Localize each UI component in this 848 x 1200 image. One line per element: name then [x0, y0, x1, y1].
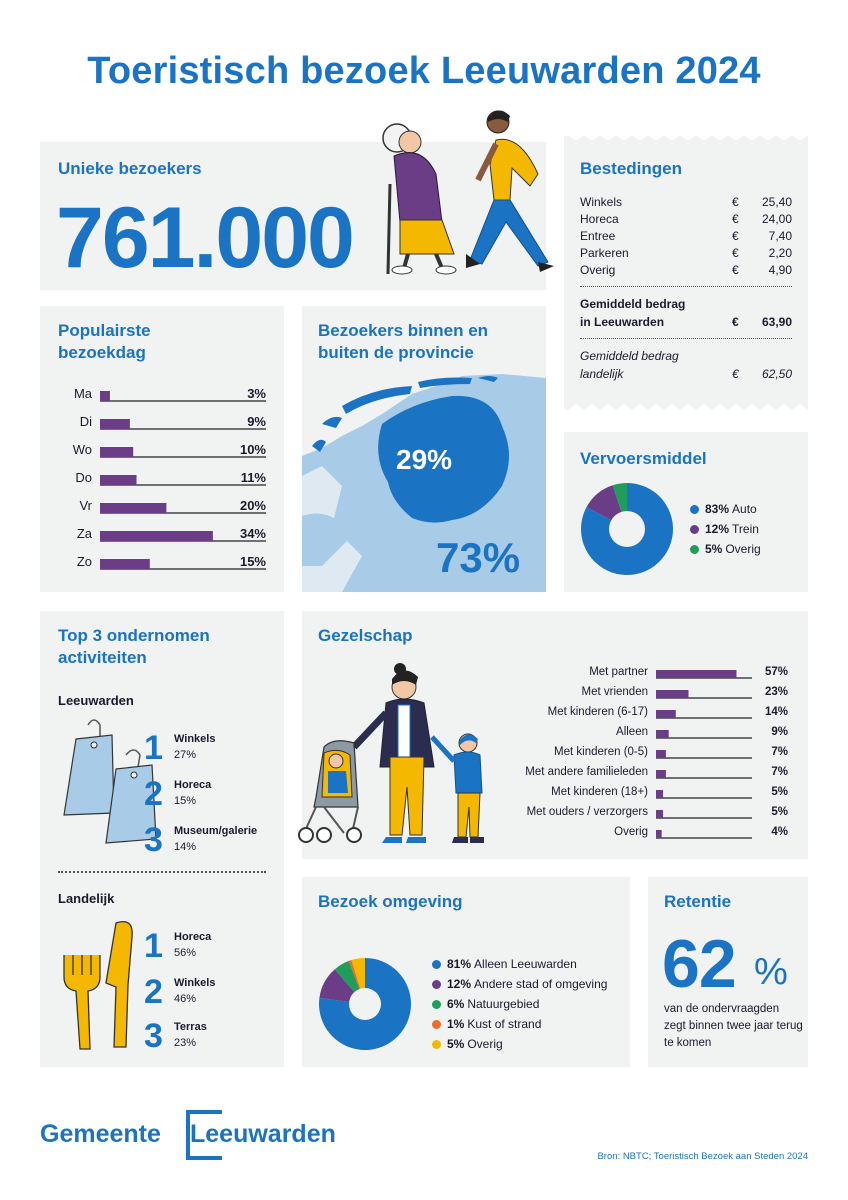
- page-title: Toeristisch bezoek Leeuwarden 2024: [87, 50, 761, 92]
- logo-text-1: Gemeente: [40, 1120, 168, 1148]
- spending-value: 4,90: [768, 263, 792, 277]
- bar-value-label: 57%: [764, 666, 788, 678]
- average-local-label-2: in Leeuwarden: [580, 315, 665, 329]
- spending-value: 25,40: [761, 195, 792, 209]
- legend-value: 1%: [447, 1017, 465, 1031]
- family-stroller-illustration: [294, 657, 484, 853]
- average-national-row: [580, 349, 792, 363]
- company-chart: [498, 661, 802, 847]
- rank-number: 3: [144, 1017, 163, 1055]
- province-outside-label: 73%: [436, 534, 521, 581]
- spending-row: [580, 263, 792, 277]
- bar-value-label: 15%: [239, 554, 266, 569]
- bar: [656, 690, 688, 698]
- bar-value-label: 23%: [764, 686, 788, 698]
- bar-category-label: Overig: [614, 826, 648, 838]
- national-heading: Landelijk: [58, 891, 115, 906]
- bar-value-label: 10%: [239, 442, 266, 457]
- legend-label: Andere stad of omgeving: [474, 977, 608, 991]
- top3-panel: [40, 611, 284, 1067]
- legend-item: [690, 542, 761, 556]
- legend-dot: [432, 960, 441, 969]
- bar-category-label: Met kinderen (6-17): [547, 706, 648, 718]
- currency-sign: €: [732, 229, 739, 243]
- legend-dot: [690, 505, 699, 514]
- spending-title: Bestedingen: [580, 159, 683, 178]
- bar-category-label: Met ouders / verzorgers: [526, 806, 648, 818]
- bar: [656, 750, 666, 758]
- average-national-label-2: landelijk: [580, 367, 624, 381]
- legend-item: [432, 977, 607, 991]
- province-title-line-1: Bezoekers binnen en: [318, 321, 489, 340]
- bar-category-label: Met vrienden: [581, 686, 648, 698]
- legend-value: 12%: [705, 522, 730, 536]
- currency-sign: €: [732, 246, 739, 260]
- spending-row: [580, 246, 792, 260]
- bar-value-label: 9%: [771, 726, 788, 738]
- walking-people-illustration: [370, 104, 560, 279]
- top3-title: [58, 625, 210, 669]
- legend-label: Overig: [725, 542, 761, 556]
- company-title: Gezelschap: [318, 626, 413, 645]
- rank-pct: 56%: [174, 947, 197, 959]
- bar: [656, 670, 736, 678]
- bar-category-label: Met partner: [589, 666, 648, 678]
- bar-value-label: 20%: [239, 498, 266, 513]
- province-inside-label: 29%: [396, 444, 453, 475]
- top3-title-line-2: activiteiten: [58, 648, 147, 667]
- rank-label: Winkels: [174, 733, 216, 745]
- legend-dot: [690, 525, 699, 534]
- spending-value: 2,20: [768, 246, 792, 260]
- legend-dot: [432, 1020, 441, 1029]
- rank-label: Horeca: [174, 931, 212, 943]
- legend-item: [690, 502, 757, 516]
- bar-category-label: Ma: [73, 386, 92, 401]
- province-panel: [302, 306, 546, 592]
- bar: [656, 790, 663, 798]
- spending-value: 7,40: [768, 229, 792, 243]
- legend-item: [432, 1037, 503, 1051]
- bar: [656, 770, 666, 778]
- average-national-label: Gemiddeld bedrag: [580, 349, 679, 363]
- bar-category-label: Met kinderen (18+): [551, 786, 648, 798]
- spending-row: [580, 195, 792, 209]
- bar-value-label: 4%: [771, 826, 788, 838]
- surroundings-donut-chart: [318, 957, 412, 1051]
- rank-label: Horeca: [174, 779, 212, 791]
- legend-label: Auto: [732, 502, 757, 516]
- spending-label: Winkels: [580, 195, 623, 209]
- popular-day-chart: [40, 384, 284, 584]
- legend-label: Overig: [467, 1037, 503, 1051]
- currency-sign: €: [732, 367, 739, 381]
- legend-value: 83%: [705, 502, 730, 516]
- bar-category-label: Za: [76, 526, 92, 541]
- retention-percent-sign: %: [754, 951, 788, 993]
- bar: [656, 830, 662, 838]
- average-local-value: 63,90: [761, 315, 792, 329]
- transport-title: Vervoersmiddel: [580, 449, 707, 468]
- company-panel: [302, 611, 808, 859]
- bar: [100, 503, 166, 513]
- legend-item: [432, 1017, 541, 1031]
- bar-value-label: 14%: [764, 706, 788, 718]
- receipt-divider: [580, 338, 792, 339]
- popular-day-panel: [40, 306, 284, 592]
- legend-item: [432, 997, 539, 1011]
- leeuwarden-heading: Leeuwarden: [58, 693, 134, 708]
- receipt-divider: [580, 286, 792, 287]
- fork-knife-icon: [56, 917, 156, 1051]
- bar-value-label: 3%: [247, 386, 266, 401]
- currency-sign: €: [732, 212, 739, 226]
- spending-label: Overig: [580, 263, 616, 277]
- average-national-row: [580, 367, 792, 381]
- bar-category-label: Zo: [76, 554, 92, 569]
- bar: [100, 531, 213, 541]
- bar: [100, 475, 137, 485]
- legend-label: Natuurgebied: [467, 997, 540, 1011]
- retention-title: Retentie: [664, 892, 732, 911]
- retention-number: 62: [662, 926, 736, 1002]
- bar-category-label: Do: [75, 470, 92, 485]
- bar-category-label: Met andere familieleden: [525, 766, 648, 778]
- donut-hole: [349, 988, 381, 1020]
- surroundings-panel: [302, 877, 630, 1067]
- rank-number: 3: [144, 821, 163, 859]
- spending-value: 24,00: [761, 212, 792, 226]
- average-local-row: [580, 315, 792, 329]
- bar-value-label: 7%: [771, 746, 788, 758]
- rank-pct: 27%: [174, 749, 197, 761]
- bar-value-label: 5%: [771, 786, 788, 798]
- legend-dot: [432, 1000, 441, 1009]
- receipt-bottom-edge: [564, 404, 808, 416]
- bar: [656, 810, 663, 818]
- bar: [100, 391, 110, 401]
- rank-pct: 15%: [174, 795, 197, 807]
- currency-sign: €: [732, 315, 739, 329]
- legend-value: 81%: [447, 957, 472, 971]
- legend-item: [432, 957, 577, 971]
- average-national-value: 62,50: [761, 367, 792, 381]
- unique-visitors-number: 761.000: [56, 190, 353, 286]
- rank-label: Museum/galerie: [174, 825, 258, 837]
- unique-visitors-title: Unieke bezoekers: [58, 159, 202, 178]
- retention-panel: [648, 877, 808, 1067]
- average-local-label: Gemiddeld bedrag: [580, 297, 686, 311]
- popular-day-title: [58, 320, 188, 364]
- rank-number: 1: [144, 927, 163, 965]
- rank-number: 2: [144, 973, 163, 1011]
- top3-title-line-1: Top 3 ondernomen: [58, 626, 210, 645]
- legend-item: [690, 522, 759, 536]
- section-divider: [58, 871, 266, 873]
- bar-value-label: 5%: [771, 806, 788, 818]
- bar: [656, 730, 669, 738]
- bar-value-label: 11%: [240, 470, 266, 485]
- legend-value: 5%: [447, 1037, 465, 1051]
- bar: [100, 559, 150, 569]
- province-title: [318, 320, 488, 364]
- bar: [656, 710, 676, 718]
- bar: [100, 447, 133, 457]
- rank-pct: 23%: [174, 1037, 197, 1049]
- bar-category-label: Met kinderen (0-5): [554, 746, 648, 758]
- spending-label: Entree: [580, 229, 616, 243]
- bar-category-label: Alleen: [616, 726, 648, 738]
- transport-donut-chart: [580, 482, 674, 576]
- province-title-line-2: buiten de provincie: [318, 343, 474, 362]
- bar-value-label: 9%: [247, 414, 266, 429]
- bar-value-label: 34%: [239, 526, 266, 541]
- rank-pct: 46%: [174, 993, 197, 1005]
- currency-sign: €: [732, 263, 739, 277]
- legend-label: Trein: [732, 522, 759, 536]
- legend-label: Kust of strand: [467, 1017, 542, 1031]
- legend-dot: [690, 545, 699, 554]
- average-local-row: [580, 297, 792, 311]
- spending-label: Horeca: [580, 212, 619, 226]
- legend-value: 6%: [447, 997, 465, 1011]
- spending-row: [580, 229, 792, 243]
- bar-category-label: Wo: [72, 442, 92, 457]
- source-note: Bron: NBTC; Toeristisch Bezoek aan Steden 2024: [597, 1151, 808, 1162]
- legend-value: 12%: [447, 977, 472, 991]
- spending-label: Parkeren: [580, 246, 629, 260]
- rank-number: 1: [144, 729, 163, 767]
- legend-label: Alleen Leeuwarden: [474, 957, 577, 971]
- currency-sign: €: [732, 195, 739, 209]
- legend-dot: [432, 980, 441, 989]
- bar-category-label: Di: [79, 414, 92, 429]
- rank-number: 2: [144, 775, 163, 813]
- bar-category-label: Vr: [79, 498, 92, 513]
- bar: [100, 419, 130, 429]
- logo-text-2: Leeuwarden: [190, 1120, 336, 1148]
- rank-label: Winkels: [174, 977, 216, 989]
- legend-value: 5%: [705, 542, 723, 556]
- spending-row: [580, 212, 792, 226]
- donut-hole: [609, 511, 645, 547]
- retention-description: van de ondervraagden zegt binnen twee jaar terug te komen: [664, 1003, 803, 1049]
- surroundings-title: Bezoek omgeving: [318, 892, 463, 911]
- bar-value-label: 7%: [771, 766, 788, 778]
- transport-panel: [564, 432, 808, 592]
- receipt-top-edge: [564, 129, 808, 141]
- rank-pct: 14%: [174, 841, 197, 853]
- popular-day-title-text: Populairste bezoekdag: [58, 321, 151, 362]
- rank-label: Terras: [174, 1021, 207, 1033]
- spending-panel: [564, 130, 808, 415]
- legend-dot: [432, 1040, 441, 1049]
